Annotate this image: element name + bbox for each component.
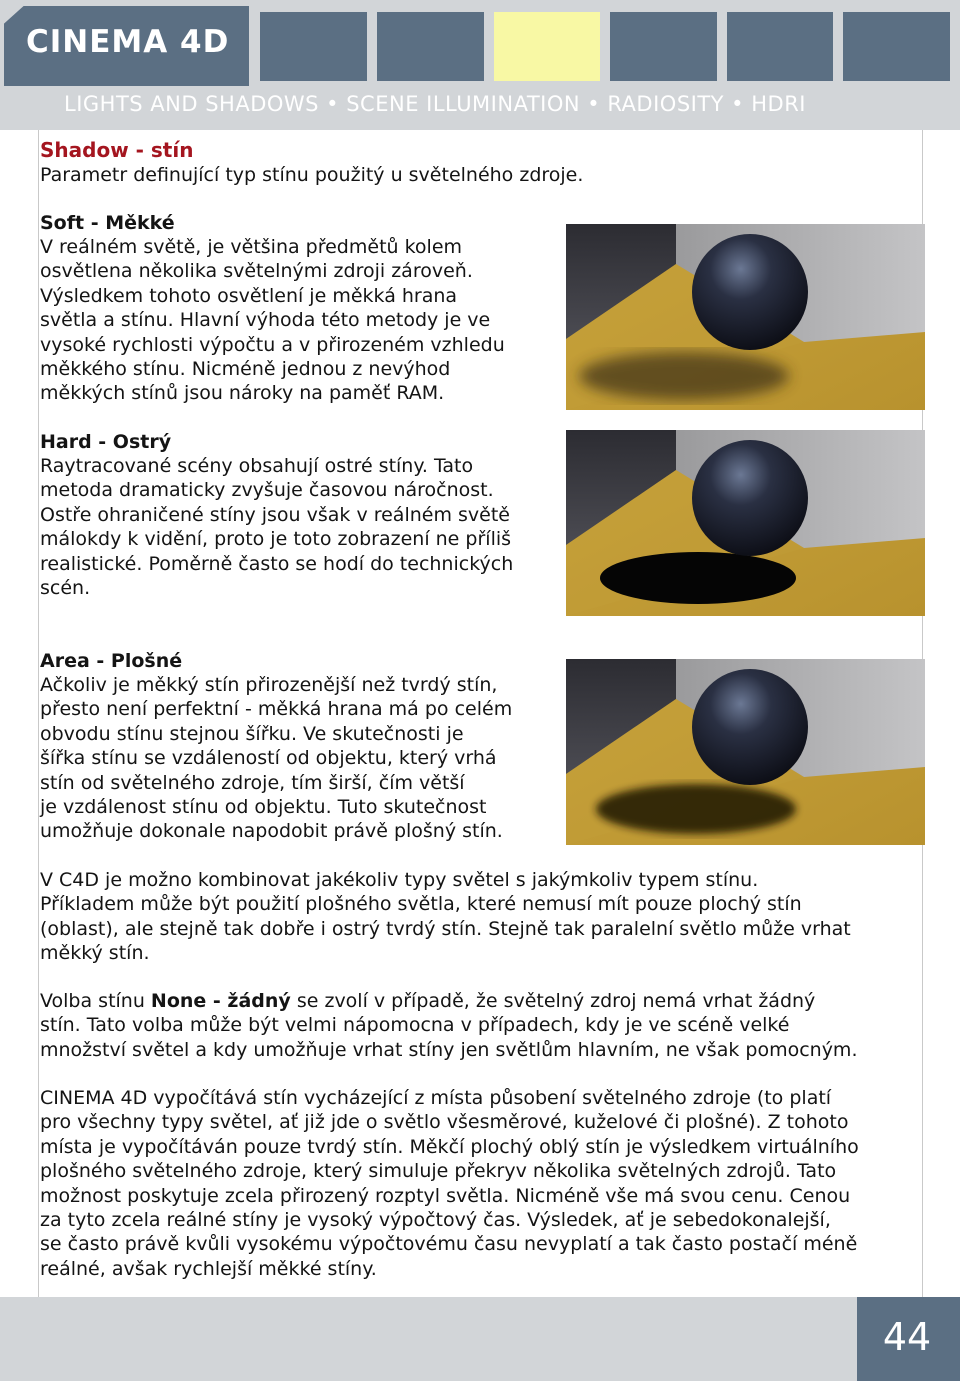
hard-heading: Hard - Ostrý <box>40 431 172 453</box>
text-line: CINEMA 4D vypočítává stín vycházející z místa působení světelného zdroje (to platí <box>40 1087 832 1109</box>
text-line: Výsledkem tohoto osvětlení je měkká hrana <box>40 284 458 307</box>
area-paragraph <box>40 673 512 844</box>
text-line <box>40 989 857 1013</box>
text-line: reálné, avšak rychlejší měkké stíny. <box>40 1257 377 1280</box>
text-line: umožňuje dokonale napodobit právě plošný stín. <box>40 820 503 843</box>
hard-shadow-render <box>566 430 925 616</box>
text-line: za tyto zcela reálné stíny je vysoký výpočtový čas. Výsledek, ať je sebedokonalejší, <box>40 1209 831 1232</box>
header-subtitle: LIGHTS AND SHADOWS • SCENE ILLUMINATION • RADIOSITY • HDRI <box>64 92 806 116</box>
text-line: měkký stín. <box>40 942 150 965</box>
text-line: metoda dramaticky zvyšuje časovou náročnost. <box>40 479 494 502</box>
none-bold: None - žádný <box>150 990 291 1012</box>
text-line: stín od světelného zdroje, tím širší, čím větší <box>40 771 465 794</box>
header-tab-active <box>494 12 600 81</box>
text-line: Raytracované scény obsahují ostré stíny. Tato <box>40 455 474 477</box>
combine-paragraph <box>40 868 851 966</box>
soft-heading: Soft - Měkké <box>40 212 175 234</box>
text-line: možnost poskytuje zcela přirozený rozptyl světla. Nicméně vše má svou cenu. Cenou <box>40 1184 851 1207</box>
area-shadow-render <box>566 659 925 845</box>
text-line: Příkladem může být použití plošného světla, které nemusí mít pouze plochý stín <box>40 893 802 916</box>
text-line: přesto není perfektní - měkká hrana má po celém <box>40 698 513 721</box>
calc-paragraph <box>40 1086 859 1281</box>
text-line: světla a stínu. Hlavní výhoda této metody je ve <box>40 309 491 332</box>
text-line: měkkého stínu. Nicméně jednou z nevýhod <box>40 358 451 381</box>
text-line: plošného světelného zdroje, který simuluje překryv několika světelných zdrojů. Tato <box>40 1160 837 1183</box>
soft-paragraph <box>40 235 505 406</box>
footer-bar <box>0 1297 960 1381</box>
shadow-intro: Parametr definující typ stínu použitý u světelného zdroje. <box>40 164 584 186</box>
header-tab-2 <box>377 12 484 81</box>
text-line: měkkých stínů jsou nároky na paměť RAM. <box>40 382 445 405</box>
text-line: je vzdálenost stínu od objektu. Tuto skutečnost <box>40 796 487 819</box>
header-tab-5 <box>727 12 833 81</box>
text-line: málokdy k vidění, proto je toto zobrazení ne příliš <box>40 528 512 551</box>
text-line: vysoké rychlosti výpočtu a v přirozeném vzhledu <box>40 333 505 356</box>
hard-paragraph <box>40 454 513 600</box>
header-tab-4 <box>610 12 717 81</box>
text-line: pro všechny typy světel, ať již jde o světlo všesměrové, kuželové či plošné). Z tohoto <box>40 1111 849 1134</box>
text-line: se často právě kvůli vysokému výpočtovému času nevyplatí a tak často postačí méně <box>40 1233 858 1256</box>
text-line: V reálném světě, je většina předmětů kolem <box>40 236 463 258</box>
brand-title: CINEMA 4D <box>26 24 230 60</box>
text-line: (oblast), ale stejně tak dobře i ostrý tvrdý stín. Stejně tak paralelní světlo může vrhat <box>40 917 851 940</box>
text-line: místa je vypočítáván pouze tvrdý stín. Měkčí plochý oblý stín je výsledkem virtuálního <box>40 1135 859 1158</box>
text-line: množství světel a kdy umožňuje vrhat stíny jen světlům hlavním, ne však pomocným. <box>40 1038 858 1061</box>
page-number: 44 <box>882 1315 932 1359</box>
soft-shadow-render <box>566 224 925 410</box>
text-line: stín. Tato volba může být velmi nápomocna v případech, kdy je ve scéně velké <box>40 1014 790 1037</box>
text-line: Ostře ohraničené stíny jsou však v reálném světě <box>40 503 510 526</box>
text-line: V C4D je možno kombinovat jakékoliv typy světel s jakýmkoliv typem stínu. <box>40 869 759 891</box>
text-line: scén. <box>40 577 91 600</box>
shadow-heading: Shadow - stín <box>40 138 194 162</box>
none-paragraph <box>40 989 857 1062</box>
area-heading: Area - Plošné <box>40 650 183 672</box>
none-prefix: Volba stínu <box>40 990 151 1012</box>
header-tab-6 <box>843 12 950 81</box>
text-line: realistické. Poměrně často se hodí do technických <box>40 552 514 575</box>
page-number-box <box>857 1297 960 1381</box>
text-line: obvodu stínu stejnou šířku. Ve skutečnosti je <box>40 722 464 745</box>
text-line: Ačkoliv je měkký stín přirozenější než tvrdý stín, <box>40 674 498 696</box>
text-line: šířka stínu se vzdáleností od objektu, který vrhá <box>40 747 497 770</box>
header-tab-1 <box>260 12 367 81</box>
none-suffix: se zvolí v případě, že světelný zdroj nemá vrhat žádný <box>290 990 816 1012</box>
text-line: osvětlena několika světelnými zdroji zároveň. <box>40 260 473 283</box>
